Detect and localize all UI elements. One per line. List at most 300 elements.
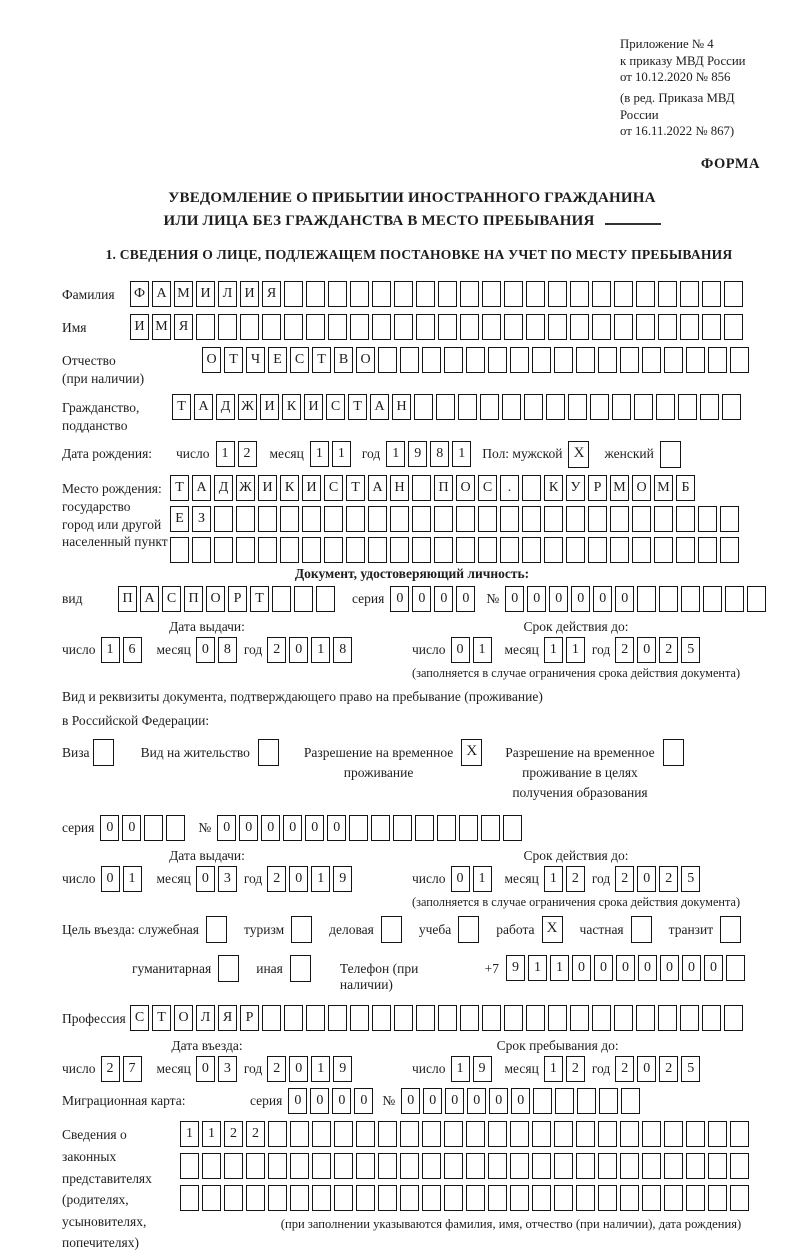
char-box[interactable]: [328, 314, 347, 340]
char-box[interactable]: [394, 281, 413, 307]
char-box[interactable]: [698, 537, 717, 563]
char-box[interactable]: [458, 394, 477, 420]
char-box[interactable]: [636, 281, 655, 307]
char-box[interactable]: [482, 314, 501, 340]
char-box[interactable]: [599, 1088, 618, 1114]
char-box[interactable]: [660, 441, 681, 468]
char-box[interactable]: [504, 314, 523, 340]
char-box[interactable]: [680, 1005, 699, 1031]
char-box[interactable]: [548, 281, 567, 307]
char-box[interactable]: Т: [346, 475, 365, 501]
char-box[interactable]: И: [258, 475, 277, 501]
char-box[interactable]: [532, 1153, 551, 1179]
char-box[interactable]: [460, 1005, 479, 1031]
char-box[interactable]: 0: [283, 815, 302, 841]
char-box[interactable]: [680, 314, 699, 340]
char-box[interactable]: 0: [527, 586, 546, 612]
char-box[interactable]: [708, 1121, 727, 1147]
char-box[interactable]: [698, 506, 717, 532]
char-box[interactable]: [214, 537, 233, 563]
char-box[interactable]: [700, 394, 719, 420]
char-box[interactable]: [725, 586, 744, 612]
char-box[interactable]: [444, 347, 463, 373]
char-box[interactable]: [316, 586, 335, 612]
char-box[interactable]: [350, 1005, 369, 1031]
char-box[interactable]: 0: [594, 955, 613, 981]
char-box[interactable]: 2: [267, 866, 286, 892]
char-box[interactable]: О: [202, 347, 221, 373]
char-box[interactable]: К: [282, 394, 301, 420]
char-box[interactable]: [224, 1185, 243, 1211]
char-box[interactable]: [636, 314, 655, 340]
char-box[interactable]: [372, 1005, 391, 1031]
char-box[interactable]: О: [356, 347, 375, 373]
char-box[interactable]: 0: [615, 586, 634, 612]
char-box[interactable]: 0: [196, 866, 215, 892]
char-box[interactable]: [268, 1153, 287, 1179]
char-box[interactable]: [290, 1153, 309, 1179]
char-box[interactable]: 0: [445, 1088, 464, 1114]
char-box[interactable]: 1: [180, 1121, 199, 1147]
char-box[interactable]: [334, 1153, 353, 1179]
char-box[interactable]: 0: [101, 866, 120, 892]
char-box[interactable]: Н: [392, 394, 411, 420]
char-box[interactable]: [747, 586, 766, 612]
char-box[interactable]: [488, 1121, 507, 1147]
char-box[interactable]: [444, 1121, 463, 1147]
char-box[interactable]: [356, 1153, 375, 1179]
char-box[interactable]: С: [130, 1005, 149, 1031]
char-box[interactable]: 1: [386, 441, 405, 467]
char-box[interactable]: [724, 1005, 743, 1031]
char-box[interactable]: [480, 394, 499, 420]
char-box[interactable]: Ч: [246, 347, 265, 373]
char-box[interactable]: Ж: [238, 394, 257, 420]
char-box[interactable]: .: [500, 475, 519, 501]
char-box[interactable]: [284, 314, 303, 340]
char-box[interactable]: [588, 506, 607, 532]
char-box[interactable]: Р: [228, 586, 247, 612]
char-box[interactable]: [390, 537, 409, 563]
char-box[interactable]: [576, 1121, 595, 1147]
char-box[interactable]: [632, 537, 651, 563]
char-box[interactable]: [702, 1005, 721, 1031]
char-box[interactable]: 0: [637, 637, 656, 663]
char-box[interactable]: 0: [638, 955, 657, 981]
char-box[interactable]: [568, 394, 587, 420]
char-box[interactable]: [258, 739, 279, 766]
char-box[interactable]: 9: [506, 955, 525, 981]
char-box[interactable]: [610, 506, 629, 532]
char-box[interactable]: [280, 537, 299, 563]
char-box[interactable]: 0: [305, 815, 324, 841]
char-box[interactable]: [708, 347, 727, 373]
char-box[interactable]: 0: [332, 1088, 351, 1114]
char-box[interactable]: [554, 347, 573, 373]
char-box[interactable]: [636, 1005, 655, 1031]
char-box[interactable]: [312, 1121, 331, 1147]
char-box[interactable]: 2: [101, 1056, 120, 1082]
char-box[interactable]: [592, 1005, 611, 1031]
char-box[interactable]: [500, 506, 519, 532]
char-box[interactable]: [566, 537, 585, 563]
char-box[interactable]: 0: [593, 586, 612, 612]
char-box[interactable]: [290, 1121, 309, 1147]
char-box[interactable]: 1: [216, 441, 235, 467]
char-box[interactable]: [510, 347, 529, 373]
char-box[interactable]: [422, 1185, 441, 1211]
char-box[interactable]: [328, 1005, 347, 1031]
char-box[interactable]: 0: [572, 955, 591, 981]
char-box[interactable]: Ф: [130, 281, 149, 307]
char-box[interactable]: [306, 281, 325, 307]
char-box[interactable]: [522, 475, 541, 501]
char-box[interactable]: Т: [250, 586, 269, 612]
char-box[interactable]: 6: [123, 637, 142, 663]
char-box[interactable]: [576, 1185, 595, 1211]
char-box[interactable]: [510, 1153, 529, 1179]
char-box[interactable]: [724, 281, 743, 307]
char-box[interactable]: 0: [489, 1088, 508, 1114]
char-box[interactable]: [658, 314, 677, 340]
char-box[interactable]: [533, 1088, 552, 1114]
char-box[interactable]: 0: [310, 1088, 329, 1114]
char-box[interactable]: [631, 916, 652, 943]
char-box[interactable]: [437, 815, 456, 841]
char-box[interactable]: 1: [544, 1056, 563, 1082]
char-box[interactable]: [590, 394, 609, 420]
char-box[interactable]: И: [130, 314, 149, 340]
char-box[interactable]: [678, 394, 697, 420]
char-box[interactable]: [634, 394, 653, 420]
char-box[interactable]: [302, 506, 321, 532]
char-box[interactable]: М: [152, 314, 171, 340]
char-box[interactable]: И: [196, 281, 215, 307]
char-box[interactable]: 2: [566, 1056, 585, 1082]
char-box[interactable]: [548, 1005, 567, 1031]
char-box[interactable]: [664, 347, 683, 373]
char-box[interactable]: 1: [544, 637, 563, 663]
char-box[interactable]: [214, 506, 233, 532]
char-box[interactable]: [93, 739, 114, 766]
char-box[interactable]: [686, 1185, 705, 1211]
char-box[interactable]: 0: [327, 815, 346, 841]
char-box[interactable]: [720, 916, 741, 943]
char-box[interactable]: [610, 537, 629, 563]
char-box[interactable]: 0: [549, 586, 568, 612]
char-box[interactable]: [438, 1005, 457, 1031]
char-box[interactable]: [614, 314, 633, 340]
char-box[interactable]: [272, 586, 291, 612]
char-box[interactable]: П: [118, 586, 137, 612]
char-box[interactable]: С: [162, 586, 181, 612]
char-box[interactable]: [291, 916, 312, 943]
char-box[interactable]: [349, 815, 368, 841]
char-box[interactable]: 1: [123, 866, 142, 892]
char-box[interactable]: [466, 1121, 485, 1147]
char-box[interactable]: 2: [615, 1056, 634, 1082]
char-box[interactable]: [570, 1005, 589, 1031]
char-box[interactable]: [532, 1121, 551, 1147]
char-box[interactable]: [192, 537, 211, 563]
char-box[interactable]: 3: [218, 866, 237, 892]
char-box[interactable]: М: [654, 475, 673, 501]
char-box[interactable]: [510, 1185, 529, 1211]
char-box[interactable]: 0: [122, 815, 141, 841]
char-box[interactable]: [438, 281, 457, 307]
char-box[interactable]: 1: [544, 866, 563, 892]
char-box[interactable]: 9: [473, 1056, 492, 1082]
char-box[interactable]: 2: [267, 1056, 286, 1082]
char-box[interactable]: [422, 1121, 441, 1147]
char-box[interactable]: [632, 506, 651, 532]
char-box[interactable]: 2: [615, 866, 634, 892]
char-box[interactable]: [702, 281, 721, 307]
char-box[interactable]: [488, 1185, 507, 1211]
char-box[interactable]: [504, 1005, 523, 1031]
char-box[interactable]: 8: [218, 637, 237, 663]
char-box[interactable]: [620, 1185, 639, 1211]
char-box[interactable]: [218, 955, 239, 982]
char-box[interactable]: [620, 347, 639, 373]
char-box[interactable]: [478, 537, 497, 563]
char-box[interactable]: [620, 1121, 639, 1147]
char-box[interactable]: [522, 506, 541, 532]
char-box[interactable]: [334, 1185, 353, 1211]
char-box[interactable]: X: [568, 441, 589, 468]
char-box[interactable]: [414, 394, 433, 420]
char-box[interactable]: [412, 537, 431, 563]
char-box[interactable]: [412, 475, 431, 501]
char-box[interactable]: [658, 281, 677, 307]
char-box[interactable]: X: [542, 916, 563, 943]
char-box[interactable]: А: [192, 475, 211, 501]
char-box[interactable]: [554, 1153, 573, 1179]
char-box[interactable]: [368, 506, 387, 532]
char-box[interactable]: [422, 1153, 441, 1179]
char-box[interactable]: [526, 1005, 545, 1031]
char-box[interactable]: [372, 281, 391, 307]
char-box[interactable]: [328, 281, 347, 307]
char-box[interactable]: [726, 955, 745, 981]
char-box[interactable]: [444, 1185, 463, 1211]
char-box[interactable]: [637, 586, 656, 612]
char-box[interactable]: И: [260, 394, 279, 420]
char-box[interactable]: [598, 1121, 617, 1147]
char-box[interactable]: 0: [511, 1088, 530, 1114]
char-box[interactable]: [144, 815, 163, 841]
char-box[interactable]: [400, 347, 419, 373]
char-box[interactable]: [676, 537, 695, 563]
char-box[interactable]: [284, 281, 303, 307]
char-box[interactable]: 1: [202, 1121, 221, 1147]
char-box[interactable]: [522, 537, 541, 563]
char-box[interactable]: [592, 314, 611, 340]
char-box[interactable]: [724, 314, 743, 340]
char-box[interactable]: Т: [312, 347, 331, 373]
char-box[interactable]: 1: [473, 637, 492, 663]
char-box[interactable]: 1: [566, 637, 585, 663]
char-box[interactable]: [456, 537, 475, 563]
char-box[interactable]: [503, 815, 522, 841]
char-box[interactable]: [654, 506, 673, 532]
char-box[interactable]: 0: [412, 586, 431, 612]
char-box[interactable]: Н: [390, 475, 409, 501]
char-box[interactable]: 2: [659, 866, 678, 892]
char-box[interactable]: [614, 1005, 633, 1031]
char-box[interactable]: 0: [354, 1088, 373, 1114]
char-box[interactable]: [262, 1005, 281, 1031]
char-box[interactable]: А: [370, 394, 389, 420]
char-box[interactable]: [196, 314, 215, 340]
char-box[interactable]: [642, 347, 661, 373]
char-box[interactable]: [555, 1088, 574, 1114]
char-box[interactable]: 7: [123, 1056, 142, 1082]
char-box[interactable]: [656, 394, 675, 420]
char-box[interactable]: П: [184, 586, 203, 612]
char-box[interactable]: [466, 1153, 485, 1179]
char-box[interactable]: 2: [246, 1121, 265, 1147]
char-box[interactable]: [686, 1121, 705, 1147]
char-box[interactable]: И: [302, 475, 321, 501]
char-box[interactable]: Я: [218, 1005, 237, 1031]
char-box[interactable]: О: [456, 475, 475, 501]
char-box[interactable]: 2: [659, 1056, 678, 1082]
char-box[interactable]: 0: [288, 1088, 307, 1114]
char-box[interactable]: М: [610, 475, 629, 501]
char-box[interactable]: [576, 1153, 595, 1179]
char-box[interactable]: А: [140, 586, 159, 612]
char-box[interactable]: Д: [216, 394, 235, 420]
char-box[interactable]: 1: [528, 955, 547, 981]
char-box[interactable]: 0: [196, 1056, 215, 1082]
char-box[interactable]: 9: [333, 1056, 352, 1082]
char-box[interactable]: [554, 1185, 573, 1211]
char-box[interactable]: [202, 1153, 221, 1179]
char-box[interactable]: Т: [348, 394, 367, 420]
char-box[interactable]: М: [174, 281, 193, 307]
char-box[interactable]: [394, 1005, 413, 1031]
char-box[interactable]: [500, 537, 519, 563]
char-box[interactable]: Т: [224, 347, 243, 373]
char-box[interactable]: О: [174, 1005, 193, 1031]
char-box[interactable]: 0: [637, 1056, 656, 1082]
char-box[interactable]: [378, 347, 397, 373]
char-box[interactable]: 9: [408, 441, 427, 467]
char-box[interactable]: [416, 1005, 435, 1031]
char-box[interactable]: [400, 1121, 419, 1147]
char-box[interactable]: [180, 1185, 199, 1211]
char-box[interactable]: [614, 281, 633, 307]
char-box[interactable]: [663, 739, 684, 766]
char-box[interactable]: [554, 1121, 573, 1147]
char-box[interactable]: 1: [332, 441, 351, 467]
char-box[interactable]: [393, 815, 412, 841]
char-box[interactable]: 1: [452, 441, 471, 467]
char-box[interactable]: С: [478, 475, 497, 501]
char-box[interactable]: [502, 394, 521, 420]
char-box[interactable]: А: [152, 281, 171, 307]
char-box[interactable]: П: [434, 475, 453, 501]
char-box[interactable]: 0: [423, 1088, 442, 1114]
char-box[interactable]: [224, 1153, 243, 1179]
char-box[interactable]: 1: [550, 955, 569, 981]
char-box[interactable]: Т: [152, 1005, 171, 1031]
char-box[interactable]: [708, 1185, 727, 1211]
char-box[interactable]: 1: [311, 637, 330, 663]
char-box[interactable]: [390, 506, 409, 532]
char-box[interactable]: К: [280, 475, 299, 501]
char-box[interactable]: О: [206, 586, 225, 612]
char-box[interactable]: [268, 1185, 287, 1211]
char-box[interactable]: [262, 314, 281, 340]
char-box[interactable]: [478, 506, 497, 532]
char-box[interactable]: [566, 506, 585, 532]
char-box[interactable]: [400, 1185, 419, 1211]
char-box[interactable]: [676, 506, 695, 532]
char-box[interactable]: [658, 1005, 677, 1031]
char-box[interactable]: 1: [311, 866, 330, 892]
char-box[interactable]: [166, 815, 185, 841]
char-box[interactable]: 0: [196, 637, 215, 663]
char-box[interactable]: [621, 1088, 640, 1114]
char-box[interactable]: [246, 1153, 265, 1179]
char-box[interactable]: 0: [289, 637, 308, 663]
char-box[interactable]: 1: [451, 1056, 470, 1082]
char-box[interactable]: [240, 314, 259, 340]
char-box[interactable]: [686, 347, 705, 373]
char-box[interactable]: Д: [214, 475, 233, 501]
char-box[interactable]: [268, 1121, 287, 1147]
char-box[interactable]: 2: [566, 866, 585, 892]
char-box[interactable]: 0: [239, 815, 258, 841]
char-box[interactable]: [703, 586, 722, 612]
char-box[interactable]: [438, 314, 457, 340]
char-box[interactable]: [206, 916, 227, 943]
char-box[interactable]: [548, 314, 567, 340]
char-box[interactable]: 0: [390, 586, 409, 612]
char-box[interactable]: [434, 537, 453, 563]
char-box[interactable]: X: [461, 739, 482, 766]
char-box[interactable]: [680, 281, 699, 307]
char-box[interactable]: [378, 1185, 397, 1211]
char-box[interactable]: 0: [505, 586, 524, 612]
char-box[interactable]: [416, 281, 435, 307]
char-box[interactable]: 1: [311, 1056, 330, 1082]
char-box[interactable]: 1: [101, 637, 120, 663]
char-box[interactable]: Л: [218, 281, 237, 307]
char-box[interactable]: [378, 1153, 397, 1179]
char-box[interactable]: [394, 314, 413, 340]
char-box[interactable]: 0: [261, 815, 280, 841]
char-box[interactable]: [532, 347, 551, 373]
char-box[interactable]: [642, 1121, 661, 1147]
char-box[interactable]: 0: [571, 586, 590, 612]
char-box[interactable]: [654, 537, 673, 563]
char-box[interactable]: [284, 1005, 303, 1031]
char-box[interactable]: В: [334, 347, 353, 373]
char-box[interactable]: [504, 281, 523, 307]
char-box[interactable]: [444, 1153, 463, 1179]
char-box[interactable]: 0: [660, 955, 679, 981]
char-box[interactable]: 5: [681, 1056, 700, 1082]
char-box[interactable]: [356, 1121, 375, 1147]
char-box[interactable]: [612, 394, 631, 420]
char-box[interactable]: [170, 537, 189, 563]
char-box[interactable]: [510, 1121, 529, 1147]
char-box[interactable]: О: [632, 475, 651, 501]
char-box[interactable]: [356, 1185, 375, 1211]
